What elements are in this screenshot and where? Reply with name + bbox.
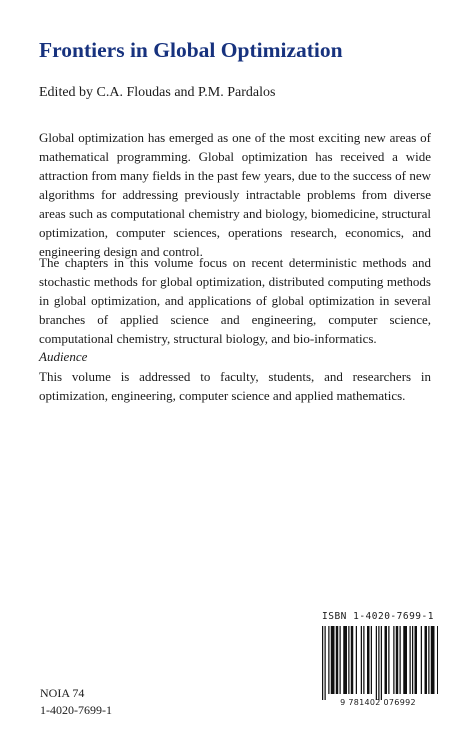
barcode-isbn-label: ISBN 1-4020-7699-1 (322, 611, 434, 622)
book-title: Frontiers in Global Optimization (39, 38, 343, 62)
barcode-bar (356, 626, 357, 694)
description-paragraph-1: Global optimization has emerged as one of the most exciting new areas of mathematical programming. Global optimization has received a wide attraction from many fields in the past few years, due to the success of new algorithms for addressing previously intractable problems from diverse areas such as computational chemistry and biology, biomedicine, structural optimization, computer sciences, operations research, economics, and engineering design and control. (39, 130, 431, 259)
barcode-bar (437, 626, 438, 694)
barcode-bar (351, 626, 354, 694)
barcode-image (318, 626, 438, 702)
barcode-bar (403, 626, 407, 694)
barcode-bar (385, 626, 388, 694)
barcode-bar (331, 626, 335, 694)
barcode-bar (348, 626, 349, 694)
barcode-bar (325, 626, 326, 700)
barcode-bar (421, 626, 422, 694)
barcode-bar (336, 626, 339, 694)
barcode-bar (381, 626, 382, 700)
barcode-bar (425, 626, 428, 694)
barcode-bar (410, 626, 411, 694)
barcode-bar (343, 626, 347, 694)
series-number: NOIA 74 (40, 686, 85, 700)
barcode-bar (361, 626, 362, 694)
barcode-bar (322, 626, 323, 700)
barcode-bar (400, 626, 401, 694)
barcode-bar (371, 626, 372, 694)
barcode-digits: 9 781402 076992 (340, 698, 416, 707)
audience-paragraph: This volume is addressed to faculty, students, and researchers in optimization, engineering, computer science and applied mathematics. (39, 369, 431, 403)
barcode-bar (376, 626, 377, 700)
description-paragraph-2: The chapters in this volume focus on recent deterministic methods and stochastic methods for global optimization, distributed computing methods in global optimization, and applications of global optimization in several branches of applied science and engineering, computer science, computational chemistry, structural biology, and bio-informatics. (39, 255, 431, 346)
barcode-bar (431, 626, 435, 694)
barcode-bar (415, 626, 418, 694)
barcode-bar (412, 626, 413, 694)
barcode-bar (340, 626, 341, 694)
barcode-bar (363, 626, 364, 694)
barcode-bar (367, 626, 370, 694)
barcode-bar (328, 626, 329, 694)
barcode-bar (396, 626, 399, 694)
editors-line: Edited by C.A. Floudas and P.M. Pardalos (39, 85, 276, 100)
barcode-bar (393, 626, 394, 694)
audience-heading: Audience (39, 349, 88, 364)
barcode-bar (428, 626, 429, 694)
footer-isbn: 1-4020-7699-1 (40, 703, 112, 717)
barcode-bar (388, 626, 389, 694)
barcode-bar (378, 626, 379, 700)
